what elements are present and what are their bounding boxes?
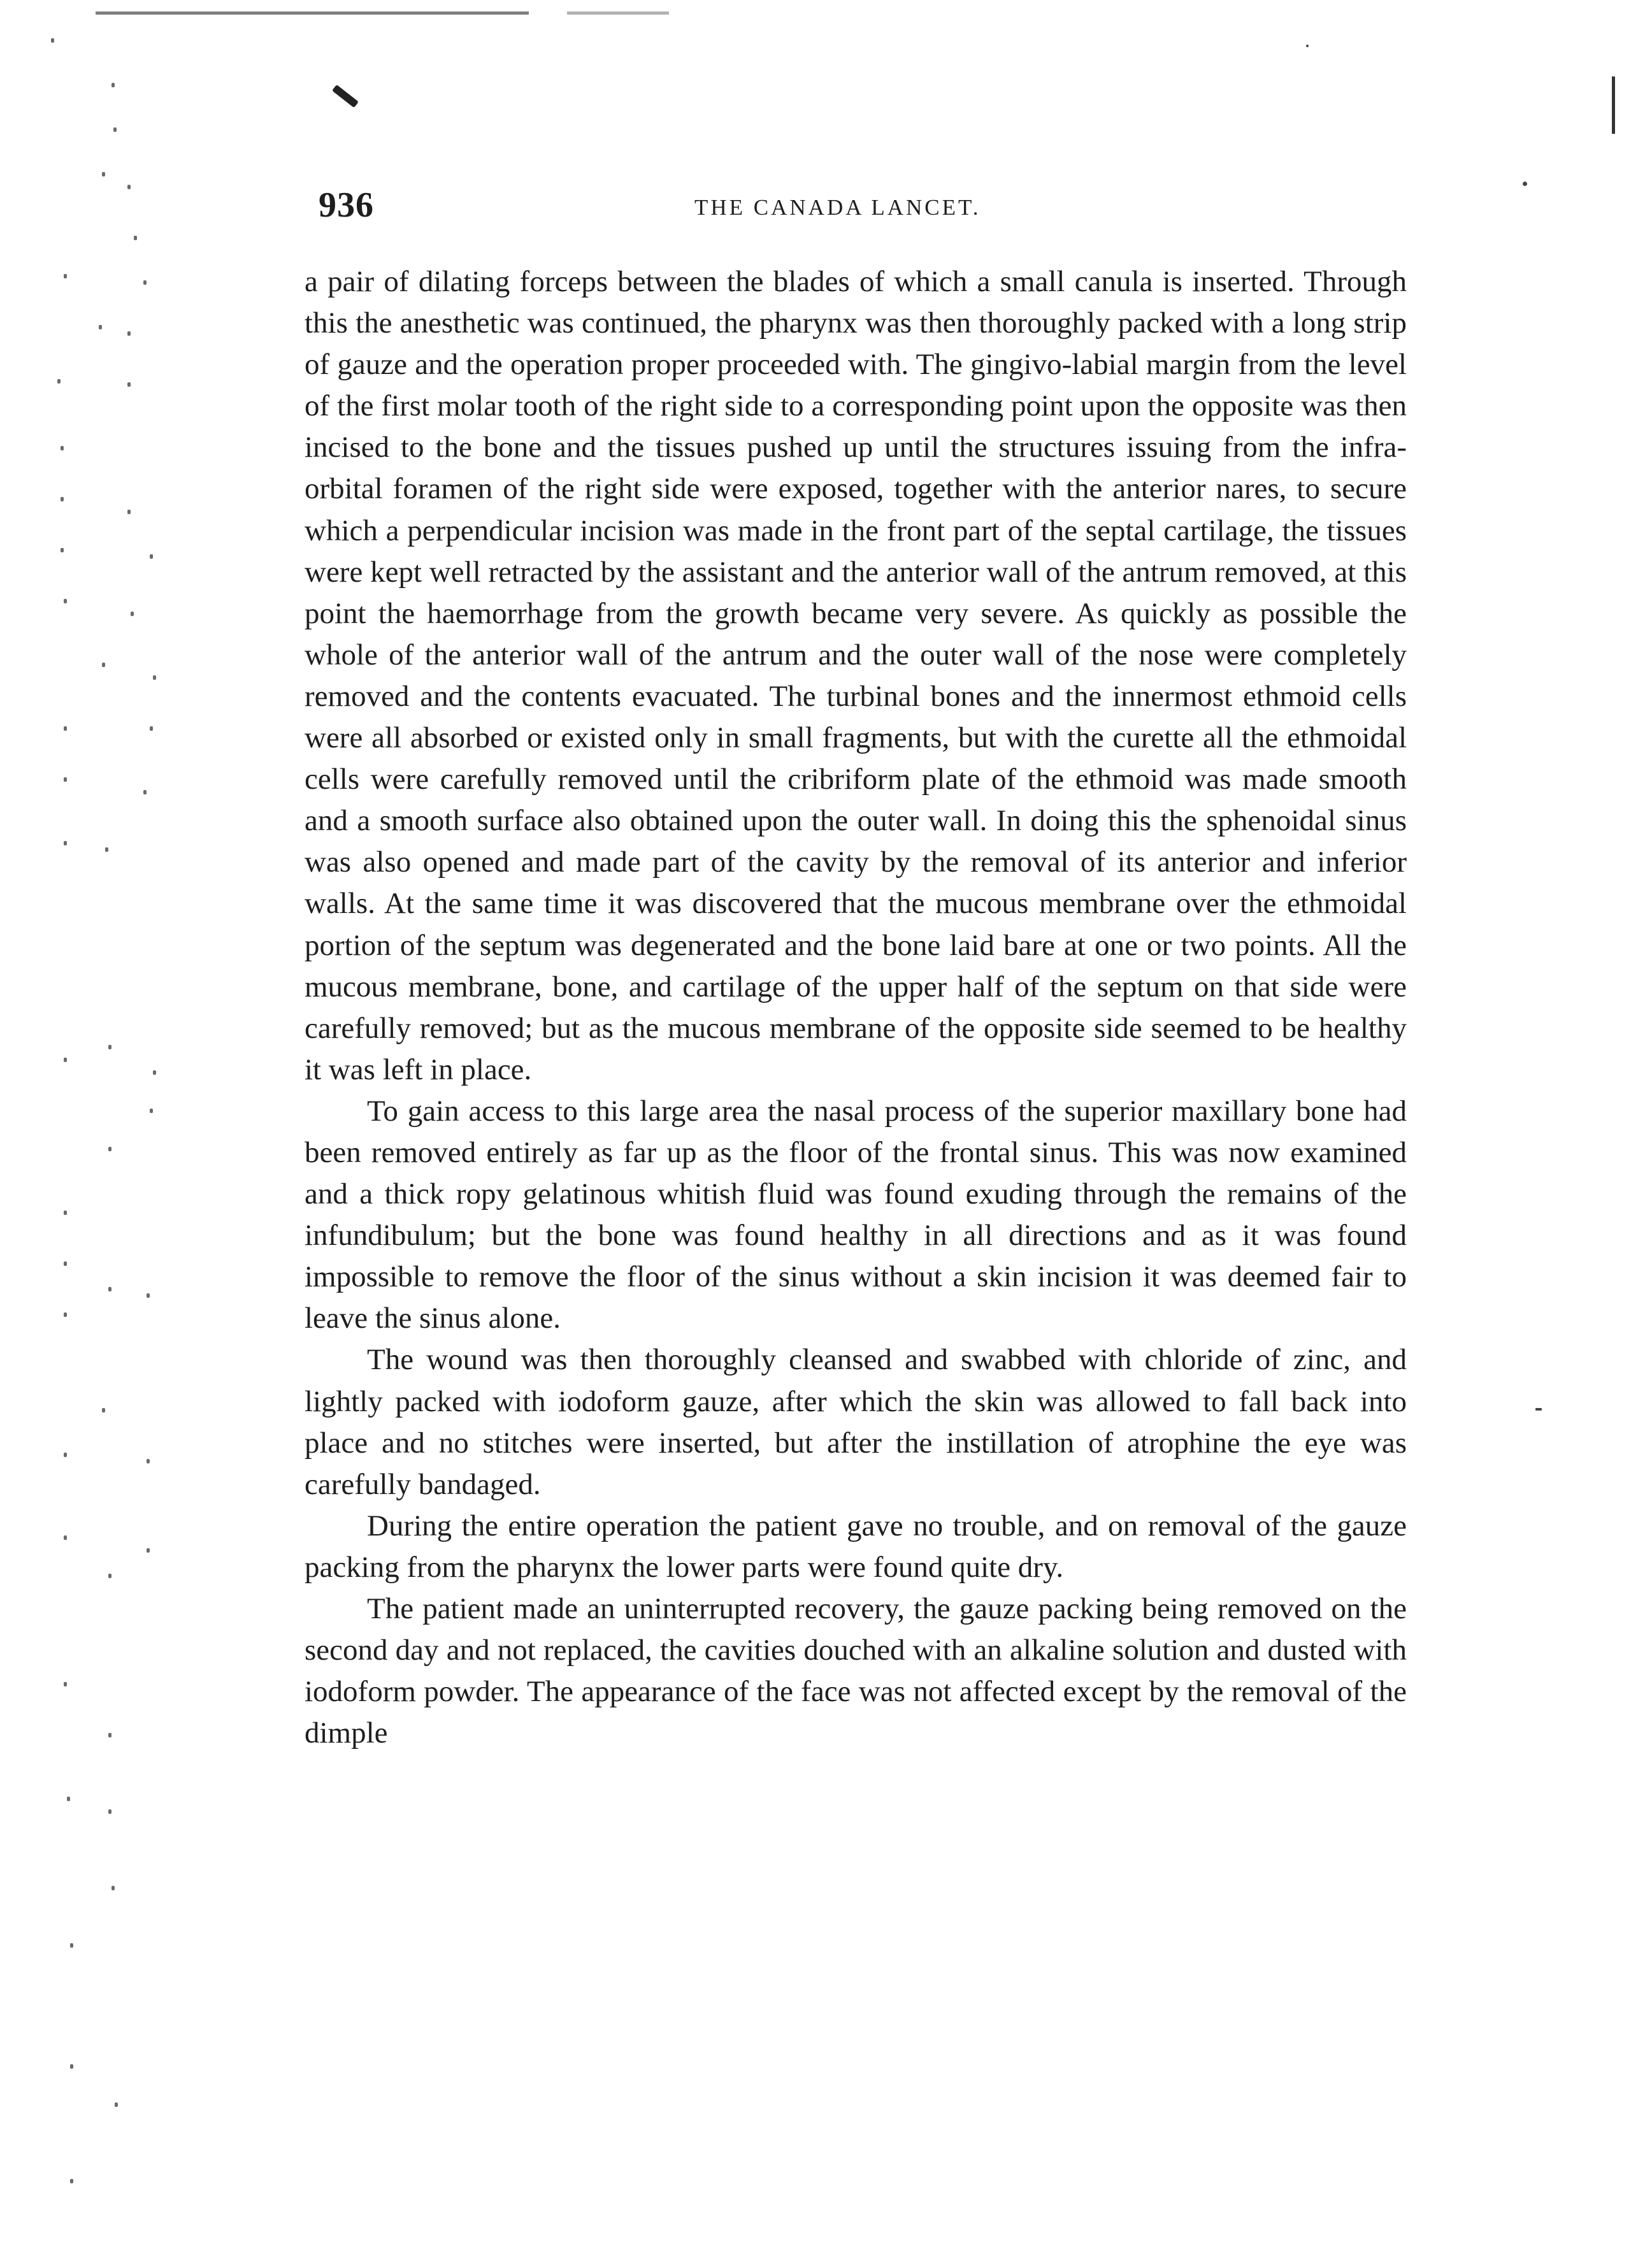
speck (147, 1459, 150, 1463)
speck (70, 2179, 73, 2183)
speck (108, 1287, 111, 1291)
speck (105, 847, 108, 852)
scan-line-top-right (567, 11, 669, 15)
speck (127, 185, 131, 189)
speck (64, 777, 67, 782)
paragraph: The patient made an uninterrupted recovery, the gauze packing being removed on the second day and not replaced, the cavities douched with an alkaline solution and dusted with iodoform powder. The appearance of the face was not affected except by the removal of the dimple (305, 1592, 1407, 1750)
speck (102, 172, 105, 176)
ink-dot (1306, 45, 1309, 47)
speck (127, 331, 131, 336)
speck (64, 1312, 67, 1317)
speck (64, 726, 67, 731)
page-number: 936 (319, 185, 374, 225)
speck (127, 510, 131, 514)
speck (131, 612, 134, 616)
speck (147, 1548, 150, 1553)
speck (108, 1809, 111, 1814)
speck (150, 726, 153, 731)
paragraph: To gain access to this large area the nasal process of the superior maxillary bone had been removed entirely as far up as the floor of the frontal sinus. This was now examined and a thick ropy gelatinous whitish fluid was found exuding through the remains of the infundibulum; but the bone was found healthy in all directions and as it was found impossible to remove the floor of the sinus without a skin incision it was deemed fair to leave the sinus alone. (305, 1094, 1407, 1335)
speck (108, 1574, 111, 1578)
speck (61, 446, 64, 450)
speck (67, 1797, 70, 1801)
speck (70, 2064, 73, 2069)
speck (153, 1070, 156, 1075)
speck (64, 1261, 67, 1266)
speck (134, 236, 137, 240)
paragraph: The wound was then thoroughly cleansed and swabbed with chloride of zinc, and lightly packed with iodoform gauze, after which the skin was allowed to fall back into place and no stitches were inserted, but after the instillation of atrophine the eye was carefully bandaged. (305, 1343, 1407, 1501)
ink-dot (1523, 182, 1527, 186)
ink-mark (332, 85, 359, 108)
speck (64, 841, 67, 845)
speck (108, 1045, 111, 1049)
speck (61, 497, 64, 501)
speck (70, 1943, 73, 1948)
speck (150, 1109, 153, 1113)
speck (111, 1886, 115, 1890)
speck (143, 790, 147, 794)
speck (61, 548, 64, 552)
page-edge-mark (1612, 76, 1615, 134)
speck (108, 1733, 111, 1737)
speck (127, 382, 131, 387)
binding-margin-specks (38, 25, 185, 2224)
paragraph: a pair of dilating forceps between the blades of which a small canula is inserted. Through this the anesthetic was continued, the pharynx was then thoroughly packed with a long strip of gauze and the operation proper proceeded with. The gingivo-labial margin from the level of the first molar tooth of the right side to a corresponding point upon the opposite was then incised to the bone and the tissues pushed up until the structures issuing from the infra-orbital foramen of the right side were exposed, together with the anterior nares, to secure which a perpendicular incision was made in the front part of the septal cartilage, the tissues were kept well retracted by the assistant and the anterior wall of the antrum removed, at this point the haemorrhage from the growth became very severe. As quickly as possible the whole of the anterior wall of the antrum and the outer wall of the nose were completely removed and the contents evacuated. The turbinal bones and the innermost ethmoid cells were all absorbed or existed only in small fragments, but with the curette all the ethmoidal cells were carefully removed until the cribriform plate of the ethmoid was made smooth and a smooth surface also obtained upon the outer wall. In doing this the sphenoidal sinus was also opened and made part of the cavity by the removal of its anterior and inferior walls. At the same time it was discovered that the mucous membrane over the ethmoidal portion of the septum was degenerated and the bone laid bare at one or two points. All the mucous membrane, bone, and cartilage of the upper half of the septum on that side were carefully removed; but as the mucous membrane of the opposite side seemed to be healthy it was left in place. (305, 265, 1407, 1086)
speck (153, 675, 156, 680)
speck (57, 379, 61, 384)
ink-dot (1535, 1408, 1542, 1411)
speck (150, 554, 153, 559)
speck (64, 274, 67, 278)
speck (108, 1147, 111, 1151)
speck (64, 1453, 67, 1457)
running-head (312, 185, 1408, 236)
speck (111, 83, 115, 87)
speck (147, 1293, 150, 1298)
speck (102, 1408, 105, 1412)
speck (143, 280, 147, 285)
speck (64, 1682, 67, 1686)
speck (64, 1211, 67, 1215)
speck (51, 38, 54, 43)
journal-title: THE CANADA LANCET. (694, 195, 981, 220)
speck (99, 325, 102, 329)
speck (102, 663, 105, 667)
speck (113, 127, 117, 132)
speck (115, 2102, 118, 2107)
paragraph: During the entire operation the patient gave no trouble, and on removal of the gauze packing from the pharynx the lower parts were found quite dry. (305, 1509, 1407, 1584)
speck (64, 1058, 67, 1062)
speck (64, 599, 67, 603)
article-body (305, 261, 1407, 1754)
speck (64, 1535, 67, 1540)
scan-line-top-left (96, 11, 529, 15)
